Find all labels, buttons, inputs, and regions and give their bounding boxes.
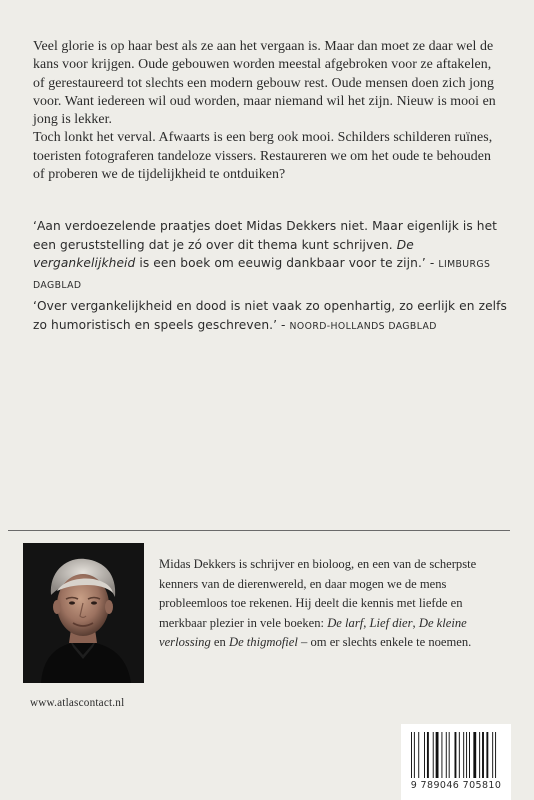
bio-book-title: De thigmofiel bbox=[228, 635, 298, 650]
intro-line: kans voor krijgen. Oude gebouwen worden meestal afgebroken voor ze aftakelen, bbox=[33, 57, 492, 73]
quote-text: is een boek om eeuwig dankbaar voor te zijn.’ - bbox=[135, 256, 439, 271]
author-portrait-image bbox=[23, 543, 144, 683]
intro-line: Veel glorie is op haar best als ze aan het vergaan is. Maar dan moet ze daar wel de bbox=[33, 39, 494, 54]
barcode-bar bbox=[495, 732, 496, 778]
intro-line: toeristen fotograferen tandeloze vissers. Restaureren we om het oude te behouden bbox=[33, 148, 491, 164]
barcode-bar bbox=[427, 732, 429, 778]
barcode-bar bbox=[449, 732, 450, 778]
intro-line: jong is lekker. bbox=[33, 112, 113, 128]
intro-text bbox=[33, 38, 508, 184]
bio-separator: , bbox=[363, 615, 370, 630]
barcode-bar bbox=[479, 732, 480, 778]
review-quote-noord-hollands bbox=[33, 297, 511, 336]
barcode-bar bbox=[473, 732, 476, 778]
isbn-barcode bbox=[401, 724, 511, 800]
bio-book-title: De larf bbox=[327, 615, 364, 630]
bio-text: – om er slechts enkele te noemen. bbox=[297, 635, 472, 650]
barcode-bar bbox=[414, 732, 415, 778]
isbn-number: 9 789046 705810 bbox=[410, 780, 502, 791]
bio-book-title: De kleine verlossing bbox=[159, 615, 467, 650]
barcode-bar bbox=[418, 732, 419, 778]
quote-text: ‘Over vergankelijkheid en dood is niet vaak zo openhartig, zo eerlijk en zelfs zo humoristisch en speels geschreven.’ - bbox=[33, 299, 508, 332]
bio-separator: en bbox=[210, 635, 229, 650]
barcode-bar bbox=[486, 732, 488, 778]
intro-line: Toch lonkt het verval. Afwaarts is een berg ook mooi. Schilders schilderen ruïnes, bbox=[33, 130, 493, 146]
section-divider bbox=[8, 530, 510, 531]
intro-line: of proberen we de tijdelijkheid te ontduiken? bbox=[33, 167, 286, 183]
author-bio bbox=[159, 555, 511, 653]
barcode-bar bbox=[459, 732, 460, 778]
bio-separator: , bbox=[412, 615, 419, 630]
quote-source: LIMBURGS DAGBLAD bbox=[33, 259, 491, 291]
quote-source: NOORD-HOLLANDS DAGBLAD bbox=[289, 320, 437, 332]
barcode-bar bbox=[469, 732, 470, 778]
barcode-bar bbox=[463, 732, 464, 778]
barcode-bar bbox=[466, 732, 467, 778]
barcode-bar bbox=[446, 732, 447, 778]
intro-line: voor. Want iedereen wil oud worden, maar niemand wil het zijn. Nieuw is mooi en bbox=[33, 93, 496, 109]
barcode-bar bbox=[433, 732, 434, 778]
intro-line: of gerestaureerd tot slechts een modern gebouw rest. Oude mensen doen zich jong bbox=[33, 75, 495, 91]
bio-text: Midas Dekkers is schrijver en bioloog, en een van de scherpste kenners van de dierenwereld, en daar mogen we de mens probleemloos toe rekenen. Hij deelt die kennis met liefde en merkbaar plezier in vele boeken: bbox=[159, 557, 477, 630]
barcode-icon bbox=[411, 732, 501, 780]
publisher-website: www.atlascontact.nl bbox=[30, 697, 125, 709]
review-quote-limburgs bbox=[33, 217, 511, 295]
quote-text: ‘Aan verdoezelende praatjes doet Midas Dekkers niet. Maar eigenlijk is het een geruststelling dat je zó over dit thema kunt schrijven. bbox=[33, 219, 498, 252]
barcode-bar bbox=[455, 732, 457, 778]
author-photo bbox=[23, 543, 144, 683]
barcode-bar bbox=[424, 732, 425, 778]
barcode-bar bbox=[436, 732, 439, 778]
barcode-bar bbox=[482, 732, 484, 778]
barcode-bar bbox=[411, 732, 412, 778]
barcode-bar bbox=[492, 732, 493, 778]
quote-book-title: De vergankelijkheid bbox=[33, 237, 414, 271]
barcode-bar bbox=[441, 732, 442, 778]
bio-book-title: Lief dier bbox=[369, 615, 413, 630]
